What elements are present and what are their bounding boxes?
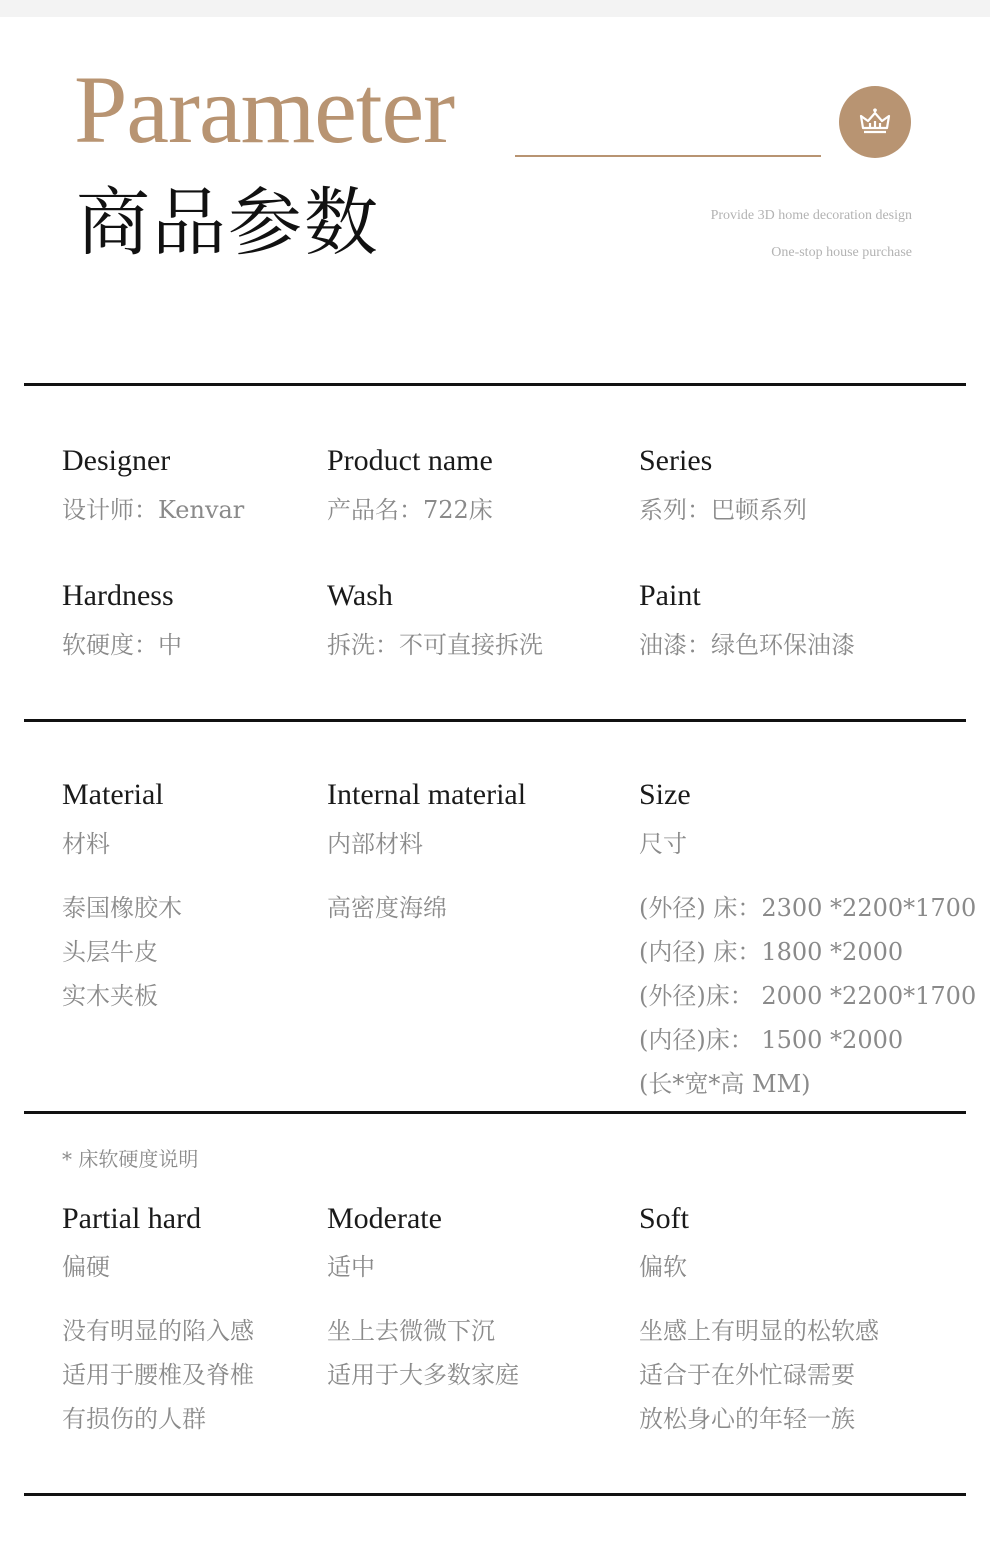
designer-value: 设计师：Kenvar: [62, 496, 245, 524]
moderate-label: Moderate: [327, 1202, 442, 1235]
wash-value: 拆洗：不可直接拆洗: [327, 631, 543, 659]
material-label: Material: [62, 778, 164, 811]
tagline-purchase: One-stop house purchase: [771, 245, 912, 260]
page-title-cn: 商品参数: [76, 180, 380, 266]
product-name-label: Product name: [327, 444, 493, 477]
list-item: (内径) 床：1800 *2000: [639, 938, 904, 966]
hardness-note: * 床软硬度说明: [62, 1147, 199, 1171]
soft-list: [639, 1309, 879, 1441]
material-cn-label: 材料: [62, 830, 110, 858]
soft-label: Soft: [639, 1202, 690, 1235]
product-name-value: 产品名：722床: [327, 496, 493, 524]
internal-material-cn-label: 内部材料: [327, 830, 423, 858]
paint-value: 油漆：绿色环保油漆: [639, 631, 855, 659]
internal-material-list: [327, 886, 447, 930]
list-item: 适用于大多数家庭: [327, 1361, 519, 1389]
material-list: [62, 886, 182, 1018]
list-item: (外径) 床：2300 *2200*1700: [639, 894, 977, 922]
size-label: Size: [639, 778, 691, 811]
divider-middle: [24, 719, 966, 722]
partial-hard-cn-label: 偏硬: [62, 1253, 110, 1281]
moderate-cn-label: 适中: [327, 1253, 375, 1281]
list-item: 放松身心的年轻一族: [639, 1405, 855, 1433]
list-item: (长*宽*高 MM): [639, 1070, 811, 1098]
list-item: 高密度海绵: [327, 894, 447, 922]
list-item: 有损伤的人群: [62, 1405, 206, 1433]
list-item: 实木夹板: [62, 982, 158, 1010]
divider-top: [24, 383, 966, 386]
page-title-en: Parameter: [74, 56, 455, 163]
divider-lower: [24, 1111, 966, 1114]
partial-hard-list: [62, 1309, 254, 1441]
top-bar: [0, 0, 990, 17]
title-underline: [515, 155, 821, 157]
partial-hard-label: Partial hard: [62, 1202, 202, 1235]
hardness-value: 软硬度：中: [62, 631, 182, 659]
list-item: 坐上去微微下沉: [327, 1317, 495, 1345]
list-item: 适用于腰椎及脊椎: [62, 1361, 254, 1389]
list-item: 适合于在外忙碌需要: [639, 1361, 855, 1389]
soft-cn-label: 偏软: [639, 1253, 687, 1281]
paint-label: Paint: [639, 579, 701, 612]
moderate-list: [327, 1309, 519, 1397]
crown-icon: [859, 108, 891, 136]
wash-label: Wash: [327, 579, 393, 612]
list-item: 没有明显的陷入感: [62, 1317, 254, 1345]
size-cn-label: 尺寸: [639, 830, 687, 858]
series-value: 系列：巴顿系列: [639, 496, 807, 524]
list-item: (内径)床： 1500 *2000: [639, 1026, 904, 1054]
divider-bottom: [24, 1493, 966, 1496]
list-item: (外径)床： 2000 *2200*1700: [639, 982, 977, 1010]
list-item: 头层牛皮: [62, 938, 158, 966]
designer-label: Designer: [62, 444, 171, 477]
list-item: 泰国橡胶木: [62, 894, 182, 922]
list-item: 坐感上有明显的松软感: [639, 1317, 879, 1345]
series-label: Series: [639, 444, 713, 477]
tagline-design: Provide 3D home decoration design: [710, 208, 912, 223]
internal-material-label: Internal material: [327, 778, 527, 811]
hardness-label: Hardness: [62, 579, 174, 612]
size-list: [639, 886, 976, 1106]
crown-badge: [839, 86, 911, 158]
